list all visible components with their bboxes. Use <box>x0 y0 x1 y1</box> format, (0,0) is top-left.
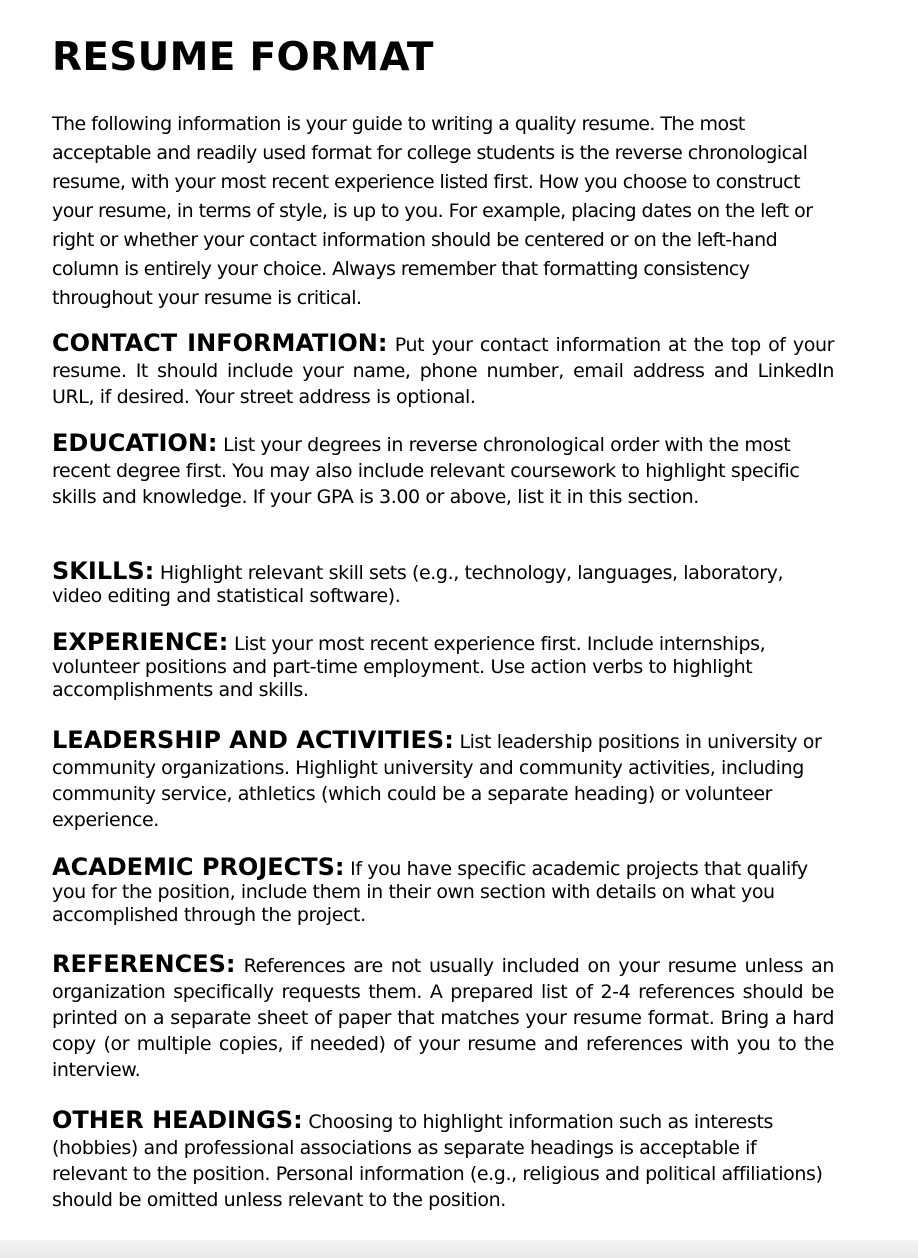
intro-paragraph: The following information is your guide to writing a quality resume. The most acceptable and readily used format for college students is the reverse chronological resume, with your most recent experience listed first. How you choose to construct your resume, in terms of style, is up to you. For example, placing dates on the left or right or whether your contact information should be centered or on the left-hand column is entirely your choice. Always remember that formatting consistency throughout your resume is critical. <box>52 113 813 309</box>
section-heading: SKILLS: <box>52 557 155 585</box>
section-body: Put your contact information at the top of your resume. It should include your name, phone number, email address and LinkedIn URL, if desired. Your street address is optional. <box>52 334 835 408</box>
section-heading: REFERENCES: <box>52 950 236 978</box>
page-bottom-edge <box>0 1240 918 1258</box>
section-contact-information <box>52 330 834 410</box>
section-body: Highlight relevant skill sets (e.g., technology, languages, laboratory, video editing and statistical software). <box>52 562 784 607</box>
section-heading: EXPERIENCE: <box>52 628 229 656</box>
section-other-headings <box>52 1107 834 1213</box>
section-body: References are not usually included on your resume unless an organization specifically requests them. A prepared list of 2-4 references should be printed on a separate sheet of paper that matches your resume format. Bring a hard copy (or multiple copies, if needed) of your resume and references with you to the interview. <box>52 955 835 1081</box>
section-education <box>52 430 834 510</box>
page-title: RESUME FORMAT <box>52 35 434 80</box>
section-heading: LEADERSHIP AND ACTIVITIES: <box>52 726 454 754</box>
section-body: Choosing to highlight information such as interests (hobbies) and professional associations as separate headings is acceptable if relevant to the position. Personal information (e.g., religious and political affiliations) should be omitted unless relevant to the position. <box>52 1111 823 1211</box>
section-heading: EDUCATION: <box>52 429 218 457</box>
section-skills <box>52 557 834 608</box>
section-leadership-and-activities <box>52 727 834 833</box>
section-experience <box>52 628 834 702</box>
section-references <box>52 951 834 1083</box>
section-body: List your most recent experience first. Include internships, volunteer positions and part-time employment. Use action verbs to highlight accomplishments and skills. <box>52 633 766 701</box>
section-heading: OTHER HEADINGS: <box>52 1106 303 1134</box>
section-body: List your degrees in reverse chronological order with the most recent degree first. You may also include relevant coursework to highlight specific skills and knowledge. If your GPA is 3.00 or above, list it in this section. <box>52 434 800 508</box>
section-heading: CONTACT INFORMATION: <box>52 329 388 357</box>
section-heading: ACADEMIC PROJECTS: <box>52 853 345 881</box>
section-body: If you have specific academic projects that qualify you for the position, include them in their own section with details on what you accomplished through the project. <box>52 858 808 926</box>
section-academic-projects <box>52 853 834 927</box>
section-body: List leadership positions in university or community organizations. Highlight university and community activities, including community service, athletics (which could be a separate heading) or volunteer experience. <box>52 731 822 831</box>
